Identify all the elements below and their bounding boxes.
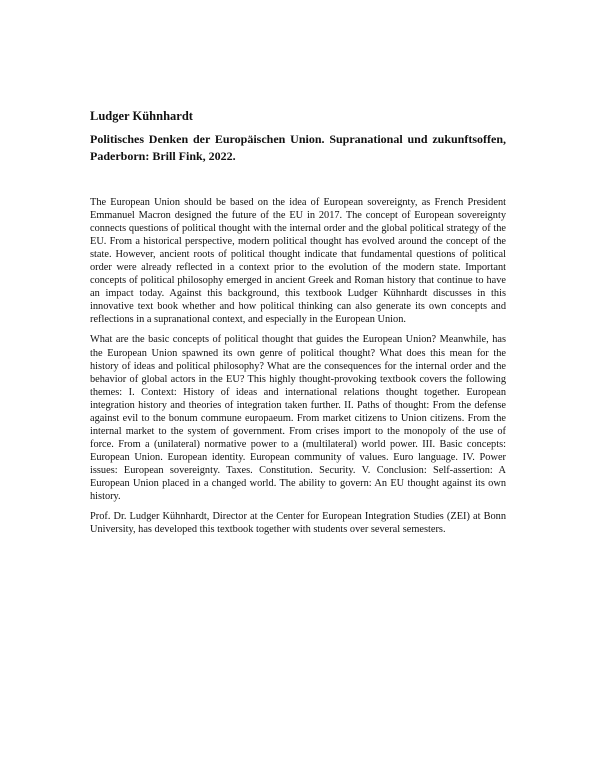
paragraph-intro: The European Union should be based on the idea of European sovereignty, as French President Emmanuel Macron designed the future of the EU in 2017. The concept of European sovereignty connects questions of political thought with the internal order and the global political strategy of the EU. From a historical perspective, modern political thought has evolved around the concept of the state. However, ancient roots of political thought indicate that fundamental questions of political order were already reflected in a context prior to the evolution of the modern state. Important concepts of political philosophy emerged in ancient Greek and Roman history that continue to have an impact today. Against this background, this textbook Ludger Kühnhardt discusses in this innovative text book whether and how political thinking can also generate its own concepts and reflections in a supranational context, and especially in the European Union. — [90, 197, 506, 326]
author-name: Ludger Kühnhardt — [90, 109, 193, 123]
paragraph-themes: What are the basic concepts of political thought that guides the European Union? Meanwhile, has the European Union spawned its own genre of political thought? What does this mean for the history of ideas and political philosophy? What are the consequences for the internal order and the behavior of global actors in the EU? This highly thought-provoking textbook covers the following themes: I. Context: History of ideas and international relations thought together. European integration history and theories of integration taken further. II. Paths of thought: From the defense against evil to the bonum commune europaeum. From market citizens to Union citizens. From the internal market to the system of government. From crises import to the monopoly of the use of force. From a (unilateral) normative power to a (multilateral) world power. III. Basic concepts: European Union. European identity. European community of values. Euro language. IV. Power issues: European sovereignty. Taxes. Constitution. Security. V. Conclusion: Self-assertion: A European Union placed in a changed world. The ability to govern: An EU thought against its own history. — [90, 334, 506, 503]
paragraph-author-bio: Prof. Dr. Ludger Kühnhardt, Director at the Center for European Integration Studies (ZEI) at Bonn University, has developed this textbook together with students over several semesters. — [90, 511, 506, 536]
abstract-body — [90, 196, 506, 543]
book-title: Politisches Denken der Europäischen Union. Supranational und zukunftsoffen, Paderborn: Brill Fink, 2022. — [90, 132, 506, 163]
